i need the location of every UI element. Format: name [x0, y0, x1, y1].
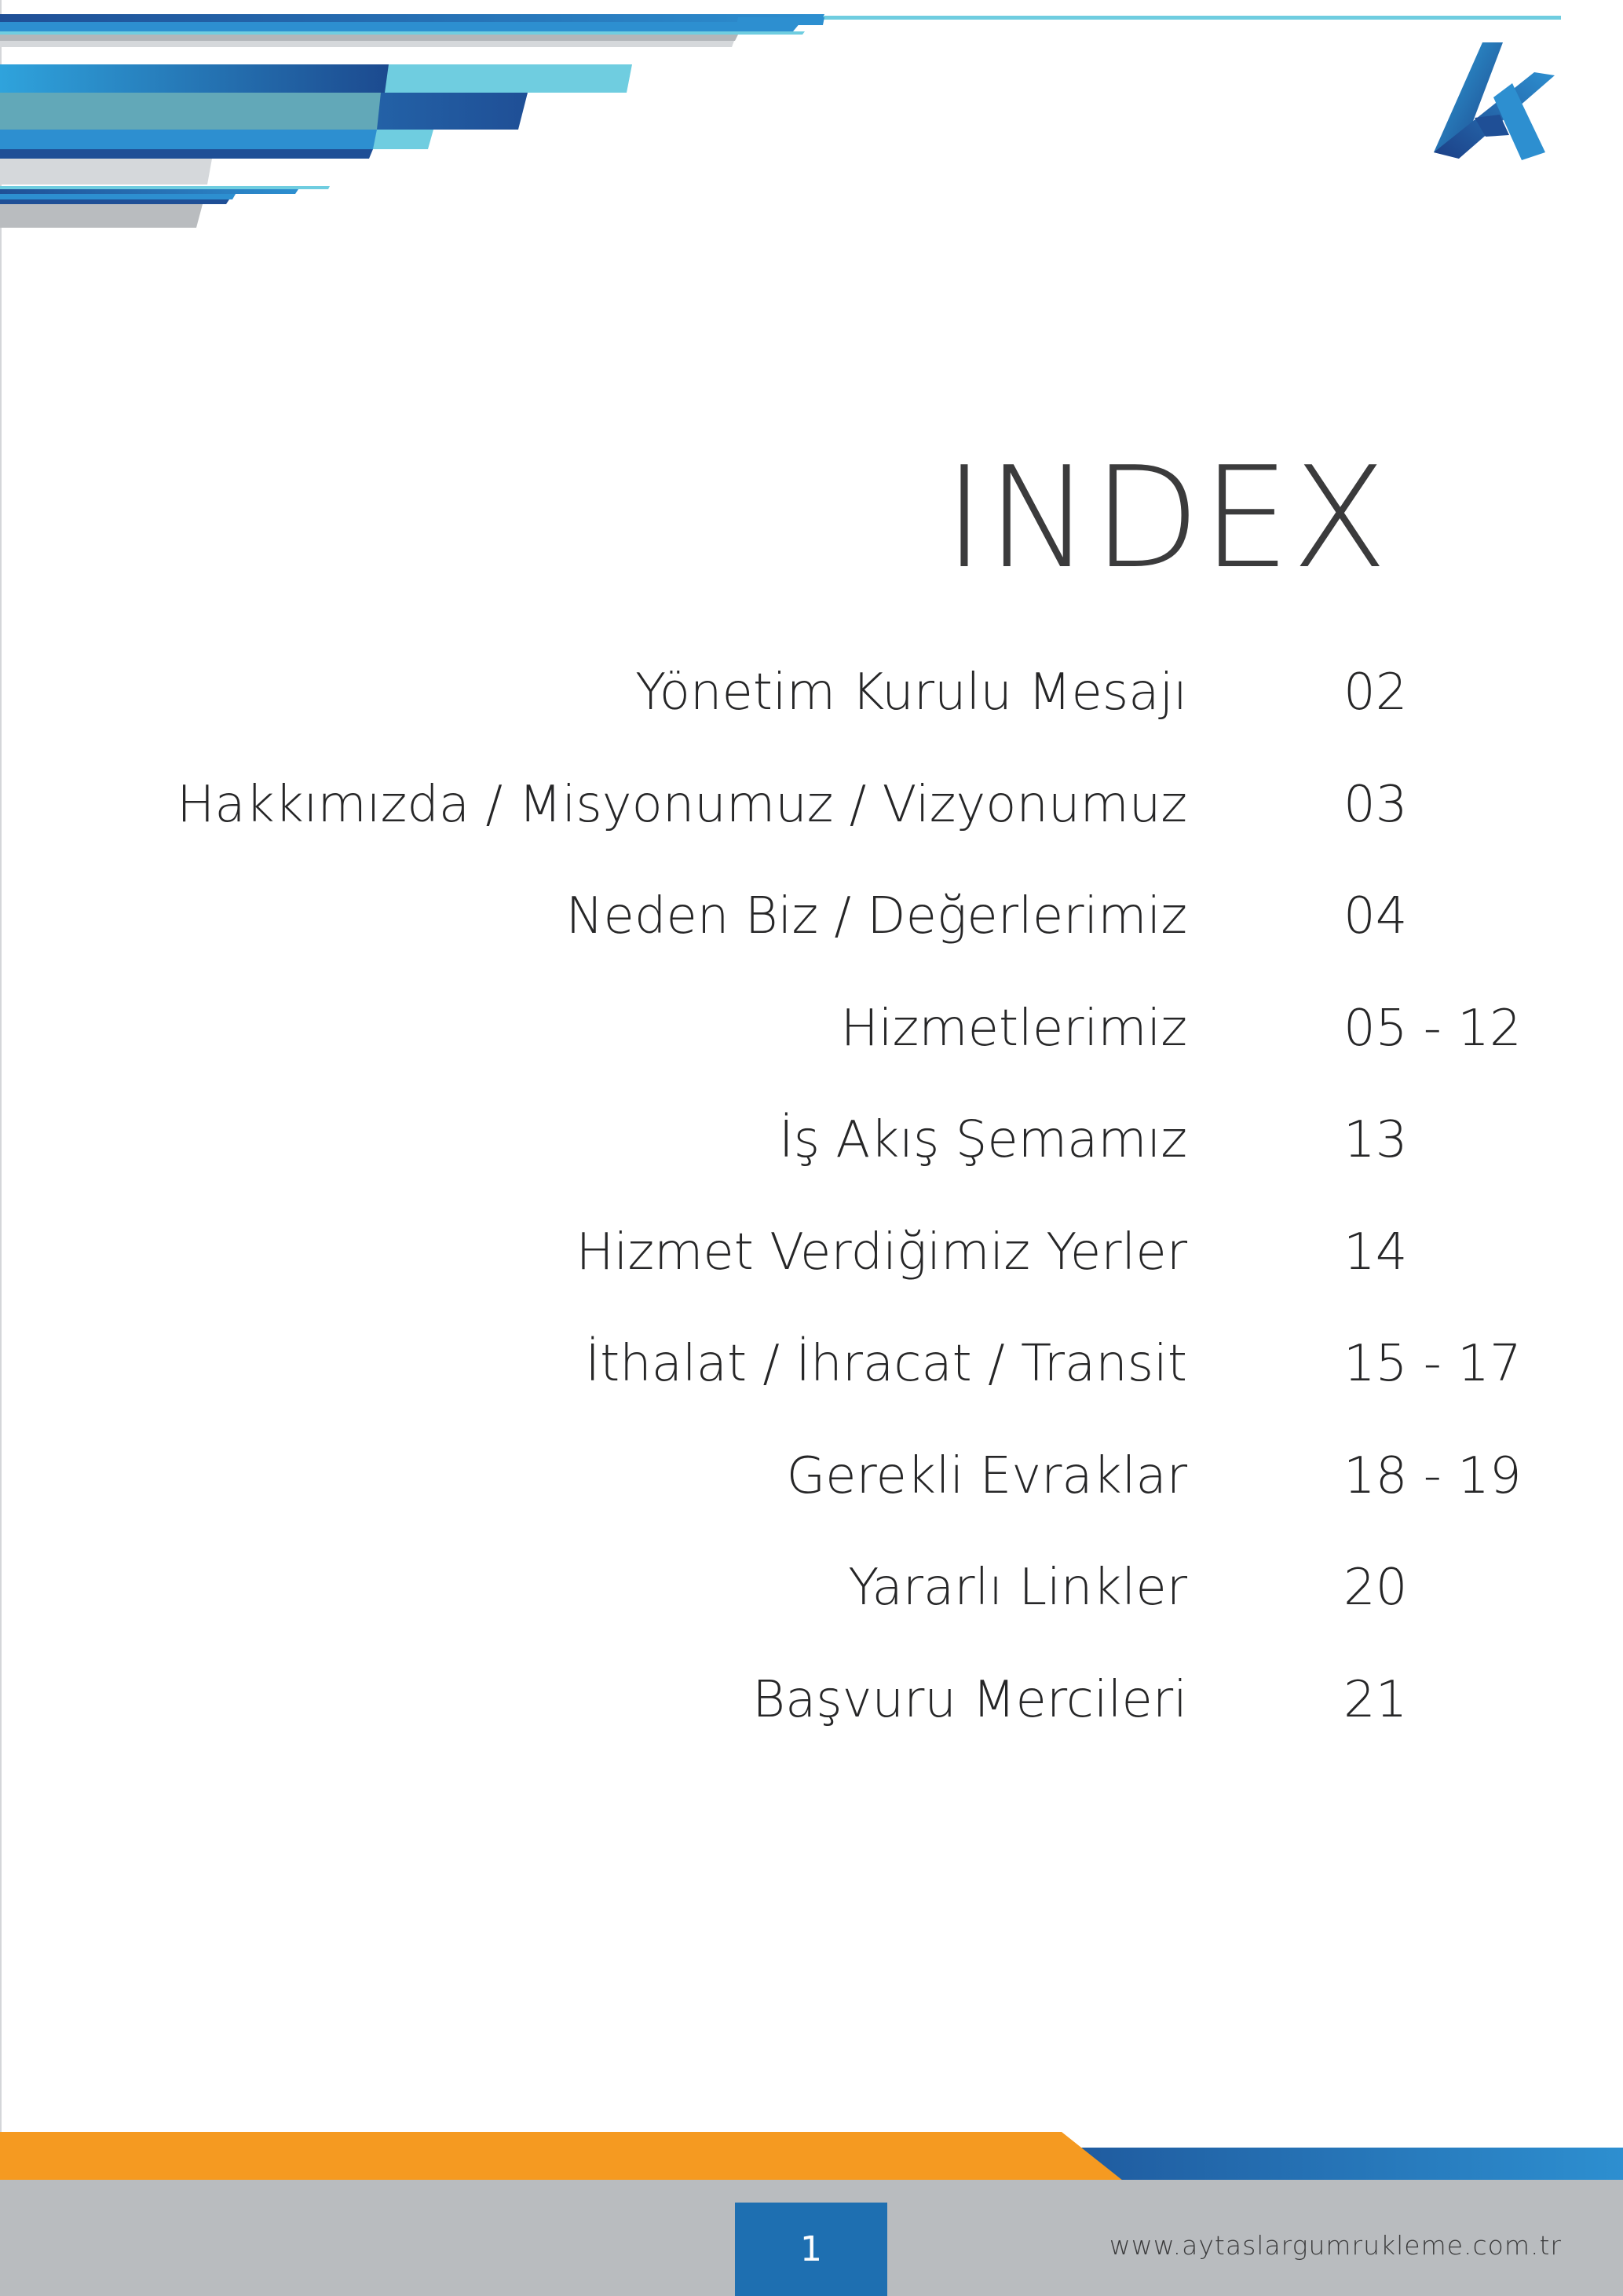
- toc-page-number: 21: [1343, 1670, 1408, 1729]
- toc-row[interactable]: [0, 1213, 1623, 1325]
- toc-label: İthalat / İhracat / Transit: [585, 1335, 1187, 1393]
- toc-row[interactable]: [0, 1101, 1623, 1213]
- toc-label: Yönetim Kurulu Mesajı: [635, 664, 1187, 722]
- toc-label: Hakkımızda / Misyonumuz / Vizyonumuz: [177, 775, 1187, 834]
- toc-label: Hizmetlerimiz: [840, 999, 1187, 1058]
- toc-label: Neden Biz / Değerlerimiz: [565, 887, 1187, 945]
- website-url[interactable]: www.aytaslargumrukleme.com.tr: [1109, 2230, 1562, 2261]
- toc-page-number: 05 - 12: [1343, 999, 1522, 1058]
- toc-page-number: 15 - 17: [1343, 1335, 1522, 1393]
- toc-label: Başvuru Mercileri: [752, 1670, 1187, 1729]
- toc-page-number: 14: [1343, 1223, 1408, 1281]
- toc-page-number: 04: [1343, 887, 1408, 945]
- page-number-badge: [735, 2203, 887, 2296]
- toc-page-number: 02: [1343, 664, 1408, 722]
- toc-label: Gerekli Evraklar: [786, 1446, 1187, 1505]
- toc-page-number: 20: [1343, 1559, 1408, 1617]
- table-of-contents: [0, 653, 1623, 1772]
- footer-stripe-decoration: [0, 2132, 1623, 2181]
- toc-label: İş Akış Şemamız: [778, 1111, 1187, 1169]
- toc-row[interactable]: [0, 653, 1623, 766]
- toc-page-number: 18 - 19: [1343, 1446, 1522, 1505]
- toc-row[interactable]: [0, 766, 1623, 878]
- toc-label: Hizmet Verdiğimiz Yerler: [576, 1223, 1187, 1281]
- aytaslar-logo-icon: [1427, 42, 1561, 162]
- toc-page-number: 03: [1343, 775, 1408, 834]
- toc-row[interactable]: [0, 1548, 1623, 1661]
- page-title: INDEX: [943, 437, 1389, 599]
- toc-row[interactable]: [0, 1437, 1623, 1549]
- toc-row[interactable]: [0, 989, 1623, 1102]
- toc-row[interactable]: [0, 877, 1623, 989]
- toc-row[interactable]: [0, 1661, 1623, 1773]
- header-stripes-decoration: [0, 0, 1623, 236]
- toc-label: Yararlı Linkler: [848, 1559, 1187, 1617]
- toc-page-number: 13: [1343, 1111, 1408, 1169]
- toc-row[interactable]: [0, 1325, 1623, 1437]
- page-number: 1: [800, 2229, 822, 2269]
